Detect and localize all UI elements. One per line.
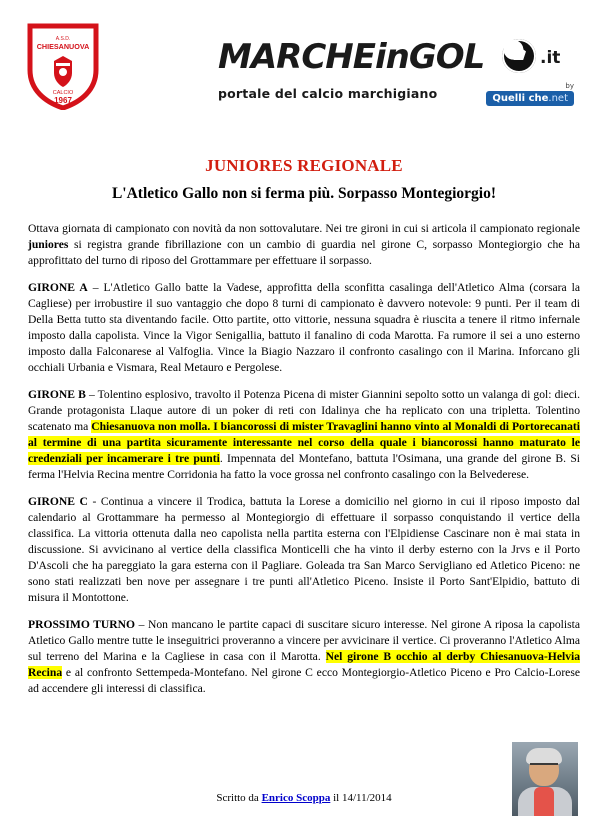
intro-text-2: si registra grande fibrillazione con un cambio di guardia nel girone C, sorpasso Montegiorgio che ha approfittato del turno di riposo del Grottammare per effettuare il sorpasso. (28, 237, 580, 267)
prossimo-highlight: Nel girone B occhio al derby Chiesanuova-Helvia Recina (28, 649, 581, 679)
photo-hair (526, 748, 562, 764)
byline-suffix: il 14/11/2014 (330, 792, 392, 804)
paragraph-girone-b (28, 387, 580, 483)
site-domain-suffix: .it (540, 48, 561, 68)
girone-b-label: GIRONE B (28, 387, 86, 401)
credit-brand-name: Quelli che (492, 93, 549, 104)
banner-credit (486, 82, 574, 106)
credit-brand-chip (486, 91, 574, 106)
author-link[interactable]: Enrico Scoppa (261, 792, 331, 804)
credit-by-label: by (565, 82, 574, 90)
title-block (0, 156, 608, 203)
paragraph-intro (28, 221, 580, 269)
paragraph-prossimo-turno (28, 617, 580, 697)
page-title: L'Atletico Gallo non si ferma più. Sorpasso Montegiorgio! (111, 185, 497, 202)
girone-b-highlight: Chiesanuova non molla. I biancorossi di mister Travaglini hanno vinto al Monaldi di Portorecanati al termine di una partita sicuramente interessante nel corso della quale i biancorossi hanno maturato le credenziali per incamerare i tre punti (28, 419, 581, 465)
page-header (0, 0, 608, 128)
site-tagline: portale del calcio marchigiano (218, 86, 438, 101)
glasses-icon (530, 763, 558, 772)
prossimo-text-1: – Non mancano le partite capaci di suscitare sicuro interesse. Nel girone A riposa la capolista Atletico Gallo mentre tutte le inseguitrici proveranno a vincere per avvicinare il vertice. Ci proveranno l'Atletico Alma sul terreno del Marina e la Cagliese in casa con il Marotta. (28, 617, 581, 663)
paragraph-girone-c (28, 494, 580, 606)
girone-b-text-2: . Impennata del Montefano, battuta l'Osimana, una grande del girone B. Si ferma l'Helvia Recina mentre Corridonia ha fatto la voce grossa nel confronto casalingo con la Belvederese. (28, 451, 580, 481)
crest-shield-icon (26, 20, 100, 110)
banner-title-box (218, 30, 574, 84)
site-title: MARCHEinGOL (218, 37, 485, 77)
soccer-ball-icon (502, 39, 536, 73)
club-crest (26, 20, 100, 110)
prossimo-text-2: e al confronto Settempeda-Montefano. Nel girone C ecco Montegiorgio-Atletico Piceno e Pro Calcio-Lorese ad accendere gli interessi di classifica. (28, 665, 580, 695)
photo-shirt (534, 787, 554, 816)
author-photo (512, 742, 578, 816)
paragraph-girone-a (28, 280, 580, 376)
girone-c-label: GIRONE C (28, 494, 88, 508)
svg-text:A.S.D.: A.S.D. (55, 36, 71, 42)
girone-a-text: – L'Atletico Gallo batte la Vadese, approfitta della sconfitta casalinga dell'Atletico Alma (corsara la Cagliese) per irrobustire il suo vantaggio che dopo 8 turni di campionato è davvero notevole: 9 punti. Per il team di Della Betta tutto sta diventando facile. Otto partite, otto vittorie, nessuna squadra è riuscita a tenere il ritmo infernale imposto dalla capolista. Vince la Vigor Senigallia, battuto il fanalino di coda Marotta. Fa rumore il sei a uno esterno imposto dalla Falconarese al Valfoglia. Vince la Biagio Nazzaro il confronto casalingo con il Marina. Inforcano gli occhiali Urbania e Vismara, Real Metauro e Pergolese. (28, 280, 580, 374)
girone-b-text-1: – Tolentino esplosivo, travolto il Potenza Picena di mister Giannini sepolto sotto un valanga di gol: dieci. Grande protagonista Llaque autore di un poker di reti con Idalinya che ha replicato con una tripletta. Tolentino scatenato ma (28, 387, 580, 433)
svg-text:CHIESANUOVA: CHIESANUOVA (36, 42, 90, 51)
article-body (28, 221, 580, 697)
credit-brand-suffix: .net (548, 93, 568, 104)
girone-c-text: - Continua a vincere il Trodica, battuta la Lorese a domicilio nel giorno in cui il riposo imposto dal calendario al Grottammare ha permesso al Montegiorgio di effettuare il sorpasso conquistando il vertice della classifica. La vittoria ottenuta dalla neo capolista nella partita esterna con l'Elpidiense Cascinare non è mai stata in discussione. Si avvicinano al vertice della classifica Monticelli che ha vinto il derby esterno con la Jrvs e il Porto D'Ascoli che ha pareggiato la gara esterna con il Pagliare. Goleada tra San Marco Servigliano ed Atletico Piceno: ne sono stati realizzati ben nove per assegnare i tre punti all'Atletico Piceno. Insiste il Porto Sant'Elpidio, battuto di misura il Montottone. (28, 494, 580, 604)
svg-text:CALCIO: CALCIO (52, 90, 74, 96)
intro-bold: juniores (28, 237, 69, 251)
site-banner (218, 30, 574, 104)
byline-prefix: Scritto da (216, 792, 262, 804)
category-title: JUNIORES REGIONALE (205, 156, 403, 175)
girone-a-label: GIRONE A (28, 280, 88, 294)
prossimo-label: PROSSIMO TURNO (28, 617, 136, 631)
intro-text-1: Ottava giornata di campionato con novità da non sottovalutare. Nei tre gironi in cui si articola il campionato regionale (28, 222, 580, 235)
svg-text:1967: 1967 (54, 96, 72, 105)
